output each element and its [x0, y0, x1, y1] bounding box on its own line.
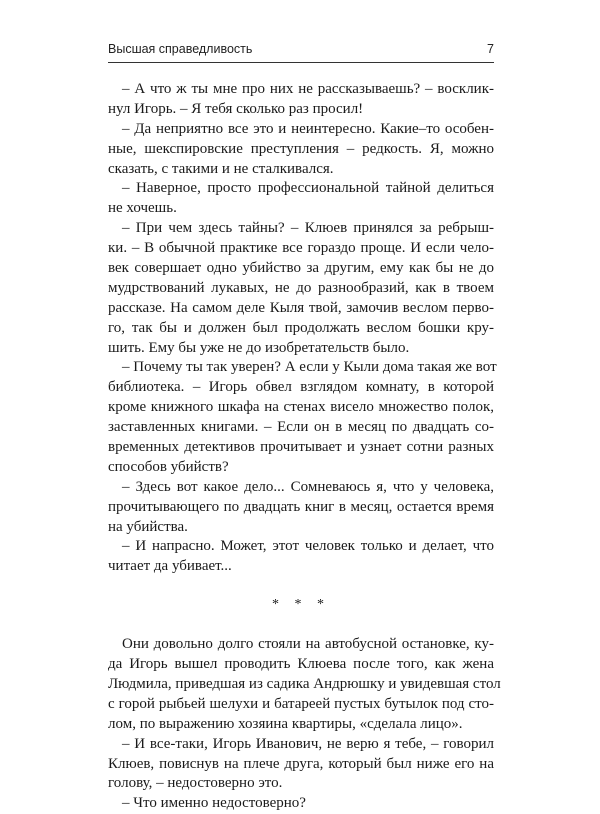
text-line: прочитывающего по двадцать книг в месяц, остается время — [108, 498, 494, 515]
section-separator: * * * — [272, 597, 330, 613]
text-line: кроме книжного шкафа на стенах висело множество полок, — [108, 399, 494, 416]
text-line: шить. Ему бы уже не до изобретательств было. — [108, 339, 410, 356]
running-title: Высшая справедливость — [108, 42, 253, 56]
text-line: способов убийств? — [108, 458, 229, 475]
text-line: заставленных книгами. – Если он в месяц по двадцать со- — [108, 419, 494, 436]
text-line: век совершает одно убийство за другим, ему как бы не до — [108, 260, 494, 277]
text-line: – И все-таки, Игорь Иванович, не верю я тебе, – говорил — [122, 735, 494, 752]
text-line: голову, – недостоверно это. — [108, 775, 283, 792]
text-line: Клюев, повиснув на плече друга, который был ниже его на — [108, 755, 494, 772]
text-line: – Здесь вот какое дело... Сомневаюсь я, что у человека, — [122, 478, 494, 495]
text-line: рассказе. На самом деле Кыля твой, замочив веслом перво- — [108, 299, 494, 316]
text-line: Людмила, приведшая из садика Андрюшку и увидевшая стол — [108, 675, 501, 692]
text-line: – Почему ты так уверен? А если у Кыли дома такая же вот — [122, 359, 497, 376]
text-block-2 — [108, 635, 501, 814]
text-line: – И напрасно. Может, этот человек только и делает, что — [122, 538, 494, 555]
text-line: – Наверное, просто профессиональной тайной делиться — [122, 180, 494, 197]
text-line: нул Игорь. – Я тебя сколько раз просил! — [108, 100, 364, 117]
text-line: мудрствований лукавых, не до разнообразий, как в твоем — [108, 279, 494, 296]
page-body — [108, 80, 501, 814]
text-line: читает да убивает... — [108, 558, 232, 575]
text-line: библиотека. – Игорь обвел взглядом комнату, в которой — [108, 379, 494, 396]
text-line: сказать, с такими и не сталкивался. — [108, 160, 334, 177]
text-line: временных детективов прочитывает и узнает сотни разных — [108, 439, 494, 456]
text-line: Они довольно долго стояли на автобусной остановке, ку- — [122, 636, 494, 653]
running-header — [108, 42, 494, 56]
page-number: 7 — [487, 42, 494, 56]
text-line: – Да неприятно все это и неинтересно. Какие–то особен- — [122, 120, 494, 137]
text-line: на убийства. — [108, 518, 188, 535]
header-rule — [108, 62, 494, 63]
text-line: – Что именно недостоверно? — [122, 795, 306, 812]
text-line: да Игорь вышел проводить Клюева после того, как жена — [108, 656, 494, 673]
text-line: – При чем здесь тайны? – Клюев принялся за ребрыш- — [122, 220, 494, 237]
text-line: лом, по выражению хозяина квартиры, «сделала лицо». — [108, 715, 463, 732]
text-line: ки. – В обычной практике все гораздо проще. И если чело- — [108, 240, 494, 257]
text-line: ные, шекспировские преступления – редкость. Я, можно — [108, 140, 494, 157]
text-block-1 — [108, 80, 497, 577]
text-line: го, так бы и должен был продолжать веслом бошки кру- — [108, 319, 494, 336]
text-line: – А что ж ты мне про них не рассказываешь? – восклик- — [122, 81, 494, 97]
text-line: не хочешь. — [108, 200, 177, 217]
text-line: с горой рыбьей шелухи и батареей пустых бутылок под сто- — [108, 695, 494, 712]
